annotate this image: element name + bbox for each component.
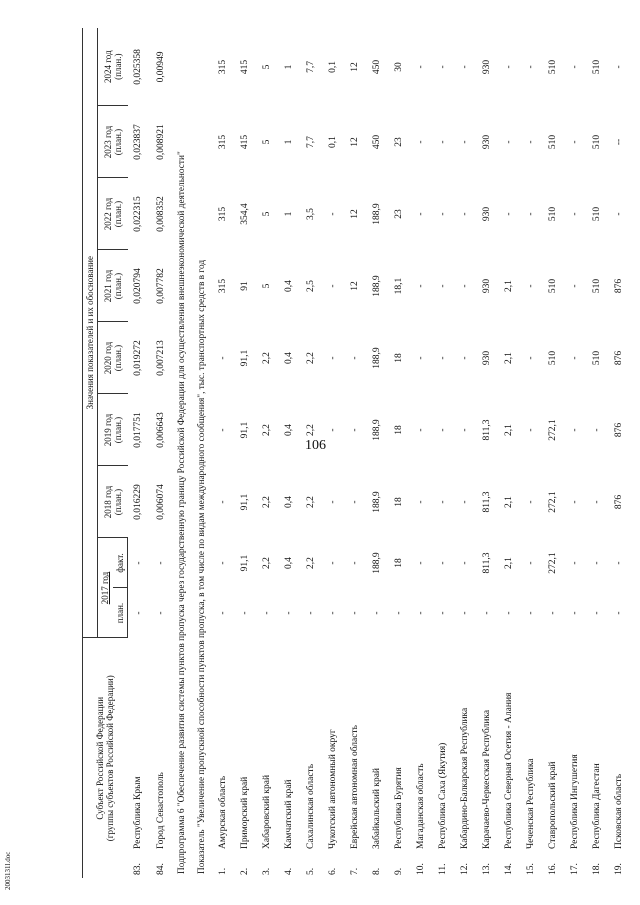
value-cell: 510 xyxy=(547,278,558,294)
value-cell: 0,022315 xyxy=(133,196,144,232)
value-cell: - xyxy=(133,611,144,615)
file-name: 2003131l.doc xyxy=(4,851,12,890)
table-header xyxy=(83,28,128,878)
value-cell: 0,016229 xyxy=(133,484,144,520)
value-cell: 510 xyxy=(591,350,602,366)
value-cell: 930 xyxy=(481,350,492,366)
value-cell: 272,1 xyxy=(547,552,558,574)
value-cell: 188,9 xyxy=(371,203,382,225)
row-number: 17. xyxy=(569,863,580,875)
region-name: Сахалинская область xyxy=(305,763,316,849)
region-name: Республика Северная Осетия - Алания xyxy=(503,692,514,849)
value-cell: - xyxy=(133,561,144,565)
row-number: 10. xyxy=(415,863,426,875)
value-cell: - xyxy=(525,356,536,360)
value-cell: 930 xyxy=(481,278,492,294)
value-cell: - xyxy=(327,356,338,360)
value-cell: 2,5 xyxy=(305,280,316,292)
value-cell: 0,00949 xyxy=(155,51,166,83)
table-row xyxy=(212,28,234,878)
value-cell: - xyxy=(613,65,624,69)
value-cell: - xyxy=(217,356,228,360)
row-number: 1. xyxy=(217,867,228,875)
region-name: Приморский край xyxy=(239,776,250,849)
value-cell: 23 xyxy=(393,137,404,147)
value-cell: 510 xyxy=(591,59,602,75)
value-cell: 188,9 xyxy=(371,419,382,441)
region-name: Амурская область xyxy=(217,775,228,849)
plan-header: план. xyxy=(113,588,128,638)
value-cell: - xyxy=(569,212,580,216)
rotated-table-page xyxy=(82,28,624,878)
value-cell: - xyxy=(569,500,580,504)
subject-header-line2: (группы субъектов Российской Федерации) xyxy=(105,675,116,842)
row-number: 84. xyxy=(155,863,166,875)
value-cell: 0,1 xyxy=(327,61,338,73)
value-cell: - xyxy=(459,140,470,144)
value-cell: 415 xyxy=(239,134,250,150)
value-cell: - xyxy=(481,611,492,615)
row-number: 3. xyxy=(261,867,272,875)
value-cell: - xyxy=(613,212,624,216)
year-header-2022: 2022 год (план.) xyxy=(98,178,128,250)
region-name: Республика Дагестан xyxy=(591,763,602,849)
value-cell: 0,4 xyxy=(283,352,294,364)
row-number: 14. xyxy=(503,863,514,875)
value-cell: 811,3 xyxy=(481,552,492,574)
table-row xyxy=(608,28,630,878)
value-cell: 415 xyxy=(239,59,250,75)
region-name: Еврейская автономная область xyxy=(349,725,360,849)
row-number: 16. xyxy=(547,863,558,875)
value-cell: - xyxy=(155,611,166,615)
table-row xyxy=(388,28,410,878)
value-cell: - xyxy=(371,611,382,615)
value-cell: 272,1 xyxy=(547,419,558,441)
value-cell: - xyxy=(525,65,536,69)
year-2017-header: 2017 год xyxy=(98,538,113,638)
value-cell: 12 xyxy=(349,209,360,219)
value-cell: - xyxy=(437,611,448,615)
value-cell: 510 xyxy=(547,59,558,75)
region-name: Чеченская Республика xyxy=(525,758,536,849)
value-cell: - xyxy=(305,611,316,615)
row-number: 83. xyxy=(133,863,144,875)
value-cell: - xyxy=(525,611,536,615)
table-row xyxy=(454,28,476,878)
value-cell: - xyxy=(217,500,228,504)
value-cell: 5 xyxy=(261,139,272,145)
value-cell: 18 xyxy=(393,497,404,507)
subprogram-title-text: Подпрограмма 6 "Обеспечение развития системы пунктов пропуска через государственную границу Российской Федерации для осуществления внешнеэкономической деятельности" xyxy=(176,151,187,874)
value-cell: 2,2 xyxy=(305,557,316,569)
value-cell: 876 xyxy=(613,422,624,438)
value-cell: 0,008921 xyxy=(155,124,166,160)
value-cell: 91,1 xyxy=(239,554,250,572)
value-cell: - xyxy=(569,140,580,144)
indicators-title: Значения показателей и их обоснование xyxy=(83,28,98,638)
value-cell: - xyxy=(569,65,580,69)
value-cell: 91,1 xyxy=(239,421,250,439)
value-cell: 510 xyxy=(591,278,602,294)
value-cell: 876 xyxy=(613,350,624,366)
value-cell: 188,9 xyxy=(371,491,382,513)
row-number: 18. xyxy=(591,863,602,875)
value-cell: - xyxy=(349,428,360,432)
value-cell: - xyxy=(569,356,580,360)
subject-header-line1: Субъект Российской Федерации xyxy=(94,696,105,820)
value-cell: 450 xyxy=(371,134,382,150)
value-cell: - xyxy=(437,65,448,69)
value-cell: - xyxy=(327,212,338,216)
region-name: Забайкальский край xyxy=(371,768,382,849)
value-cell: - xyxy=(459,284,470,288)
value-cell: 450 xyxy=(371,59,382,75)
region-name: Кабардино-Балкарская Республика xyxy=(459,707,470,849)
value-cell: - xyxy=(569,428,580,432)
value-cell: - xyxy=(217,611,228,615)
value-cell: - xyxy=(415,140,426,144)
value-cell: 2,2 xyxy=(261,496,272,508)
indicator-title-text: Показатель "Увеличение пропускной способности пунктов пропуска, в том числе по видам международного сообщения", тыс. транспортных средств в год xyxy=(196,259,207,874)
value-cell: - xyxy=(217,428,228,432)
value-cell: 188,9 xyxy=(371,552,382,574)
value-cell: 0,025358 xyxy=(133,49,144,85)
value-cell: 510 xyxy=(591,134,602,150)
value-cell: 3,5 xyxy=(305,208,316,220)
value-cell: 2,1 xyxy=(503,557,514,569)
value-cell: 0,4 xyxy=(283,280,294,292)
row-number: 19. xyxy=(613,863,624,875)
value-cell: 2,2 xyxy=(261,557,272,569)
value-cell: 0,006074 xyxy=(155,484,166,520)
subprogram-title xyxy=(172,28,192,878)
value-cell: 0,017751 xyxy=(133,412,144,448)
value-cell: 1 xyxy=(283,139,294,145)
value-cell: - xyxy=(503,611,514,615)
value-cell: 1 xyxy=(283,211,294,217)
value-cell: 188,9 xyxy=(371,347,382,369)
value-cell: 930 xyxy=(481,59,492,75)
value-cell: 7,7 xyxy=(305,61,316,73)
value-cell: 0,019272 xyxy=(133,340,144,376)
value-cell: - xyxy=(217,561,228,565)
value-cell: 5 xyxy=(261,211,272,217)
row-number: 5. xyxy=(305,867,316,875)
region-name: Республика Ингушетия xyxy=(569,754,580,849)
year-header-2018: 2018 год (план.) xyxy=(98,466,128,538)
row-number: 12. xyxy=(459,863,470,875)
year-header-2020: 2020 год (план.) xyxy=(98,322,128,394)
value-cell: 30 xyxy=(393,62,404,72)
region-name: Республика Бурятия xyxy=(393,767,404,849)
region-name: Город Севастополь xyxy=(155,772,166,849)
year-header-2021: 2021 год (план.) xyxy=(98,250,128,322)
table-row xyxy=(128,28,151,878)
value-cell: - xyxy=(547,611,558,615)
value-cell: - xyxy=(503,65,514,69)
value-cell: 2,1 xyxy=(503,496,514,508)
value-cell: - xyxy=(327,284,338,288)
region-name: Ставропольский край xyxy=(547,761,558,849)
value-cell: - xyxy=(525,561,536,565)
row-number: 6. xyxy=(327,867,338,875)
value-cell: - xyxy=(415,428,426,432)
value-cell: - xyxy=(437,356,448,360)
value-cell: 23 xyxy=(393,209,404,219)
value-cell: 18,1 xyxy=(393,277,404,295)
value-cell: - xyxy=(327,611,338,615)
value-cell: - xyxy=(415,500,426,504)
value-cell: 2,1 xyxy=(503,280,514,292)
value-cell: - xyxy=(569,284,580,288)
value-cell: 18 xyxy=(393,558,404,568)
table-row xyxy=(150,28,172,878)
region-name: Республика Саха (Якутия) xyxy=(437,742,448,849)
region-name: Камчатский край xyxy=(283,779,294,849)
value-cell: - xyxy=(349,356,360,360)
value-cell: - xyxy=(437,140,448,144)
value-cell: 12 xyxy=(349,281,360,291)
value-cell: 5 xyxy=(261,64,272,70)
table-row xyxy=(366,28,388,878)
value-cell: 2,2 xyxy=(305,352,316,364)
year-header-2019: 2019 год (план.) xyxy=(98,394,128,466)
value-cell: - xyxy=(613,561,624,565)
value-cell: 0,008352 xyxy=(155,196,166,232)
value-cell: 7,7 xyxy=(305,136,316,148)
value-cell: 811,3 xyxy=(481,491,492,513)
value-cell: 930 xyxy=(481,206,492,222)
region-name: Хабаровский край xyxy=(261,774,272,849)
value-cell: - xyxy=(525,428,536,432)
value-cell: 876 xyxy=(613,278,624,294)
table-body xyxy=(128,28,631,878)
year-header-2024: 2024 год (план.) xyxy=(98,28,128,106)
value-cell: - xyxy=(349,500,360,504)
table-row xyxy=(278,28,300,878)
value-cell: 0,4 xyxy=(283,557,294,569)
value-cell: - xyxy=(261,611,272,615)
value-cell: - xyxy=(415,611,426,615)
value-cell: 0,1 xyxy=(327,136,338,148)
value-cell: 5 xyxy=(261,283,272,289)
region-name: Магаданская область xyxy=(415,763,426,849)
value-cell: 18 xyxy=(393,353,404,363)
indicator-title xyxy=(192,28,212,878)
table-row xyxy=(476,28,498,878)
value-cell: 0,4 xyxy=(283,424,294,436)
region-name: Карачаево-Черкесская Республика xyxy=(481,709,492,849)
value-cell: 0,020794 xyxy=(133,268,144,304)
row-number: 7. xyxy=(349,867,360,875)
value-cell: 315 xyxy=(217,59,228,75)
page-number: 106 xyxy=(305,438,326,453)
region-name: Псковская область xyxy=(613,773,624,849)
value-cell: 91 xyxy=(239,281,250,291)
row-number: 11. xyxy=(437,863,448,875)
value-cell: - xyxy=(459,212,470,216)
value-cell: 0,023837 xyxy=(133,124,144,160)
value-cell: 1 xyxy=(283,64,294,70)
table-row xyxy=(498,28,520,878)
row-number: 2. xyxy=(239,867,250,875)
table-row xyxy=(520,28,542,878)
value-cell: 12 xyxy=(349,62,360,72)
value-cell: - xyxy=(569,611,580,615)
table-row xyxy=(344,28,366,878)
table-row xyxy=(256,28,278,878)
value-cell: 0,4 xyxy=(283,496,294,508)
value-cell: - xyxy=(155,561,166,565)
table-row xyxy=(586,28,608,878)
value-cell: 315 xyxy=(217,278,228,294)
value-cell: - xyxy=(591,500,602,504)
value-cell: 91,1 xyxy=(239,493,250,511)
value-cell: - xyxy=(415,561,426,565)
value-cell: - xyxy=(437,212,448,216)
row-number: 15. xyxy=(525,863,536,875)
value-cell: 0,006643 xyxy=(155,412,166,448)
value-cell: 510 xyxy=(547,350,558,366)
value-cell: 0,007782 xyxy=(155,268,166,304)
value-cell: - xyxy=(437,428,448,432)
value-cell: - xyxy=(415,212,426,216)
value-cell: 811,3 xyxy=(481,419,492,441)
value-cell: 510 xyxy=(591,206,602,222)
value-cell: - xyxy=(525,284,536,288)
value-cell: - xyxy=(327,500,338,504)
table-row xyxy=(542,28,564,878)
region-name: Чукотский автономный округ xyxy=(327,729,338,849)
value-cell: - xyxy=(569,561,580,565)
indicators-table xyxy=(82,28,630,878)
table-row xyxy=(300,28,322,878)
value-cell: - xyxy=(503,212,514,216)
value-cell: - xyxy=(591,611,602,615)
value-cell: - xyxy=(459,611,470,615)
value-cell: 2,2 xyxy=(305,496,316,508)
value-cell: - xyxy=(393,611,404,615)
value-cell: - xyxy=(459,428,470,432)
table-row xyxy=(234,28,256,878)
value-cell: 2,2 xyxy=(261,424,272,436)
value-cell: 2,1 xyxy=(503,352,514,364)
region-name: Республика Крым xyxy=(133,776,144,849)
value-cell: 18 xyxy=(393,425,404,435)
value-cell: 876 xyxy=(613,494,624,510)
row-number: 4. xyxy=(283,867,294,875)
value-cell: - xyxy=(239,611,250,615)
value-cell: - xyxy=(349,611,360,615)
value-cell: 12 xyxy=(349,137,360,147)
row-number: 8. xyxy=(371,867,382,875)
value-cell: - xyxy=(525,140,536,144)
value-cell: - xyxy=(459,65,470,69)
value-cell: - xyxy=(525,500,536,504)
value-cell: - xyxy=(327,428,338,432)
value-cell: 510 xyxy=(547,134,558,150)
value-cell: 2,2 xyxy=(261,352,272,364)
table-row xyxy=(564,28,586,878)
value-cell: - xyxy=(415,65,426,69)
value-cell: 315 xyxy=(217,134,228,150)
value-cell: 510 xyxy=(547,206,558,222)
table-row xyxy=(322,28,344,878)
value-cell: - xyxy=(503,140,514,144)
table-row xyxy=(432,28,454,878)
value-cell: - xyxy=(613,611,624,615)
value-cell: - xyxy=(437,284,448,288)
value-cell: 272,1 xyxy=(547,491,558,513)
table-row xyxy=(410,28,432,878)
value-cell: - xyxy=(327,561,338,565)
row-number: 13. xyxy=(481,863,492,875)
value-cell: 315 xyxy=(217,206,228,222)
value-cell: - xyxy=(437,500,448,504)
value-cell: - xyxy=(459,356,470,360)
value-cell: -- xyxy=(613,138,624,146)
value-cell: - xyxy=(591,561,602,565)
value-cell: - xyxy=(591,428,602,432)
value-cell: - xyxy=(459,500,470,504)
value-cell: 91,1 xyxy=(239,349,250,367)
value-cell: 0,007213 xyxy=(155,340,166,376)
value-cell: 354,4 xyxy=(239,203,250,225)
value-cell: 188,9 xyxy=(371,275,382,297)
value-cell: 2,2 xyxy=(305,424,316,436)
row-number: 9. xyxy=(393,867,404,875)
value-cell: - xyxy=(525,212,536,216)
value-cell: 2,1 xyxy=(503,424,514,436)
value-cell: - xyxy=(415,356,426,360)
value-cell: - xyxy=(283,611,294,615)
subject-header xyxy=(83,638,128,878)
value-cell: - xyxy=(437,561,448,565)
value-cell: - xyxy=(459,561,470,565)
value-cell: - xyxy=(349,561,360,565)
year-header-2023: 2023 год (план.) xyxy=(98,106,128,178)
value-cell: 930 xyxy=(481,134,492,150)
value-cell: - xyxy=(415,284,426,288)
fact-header: факт. xyxy=(113,538,128,588)
